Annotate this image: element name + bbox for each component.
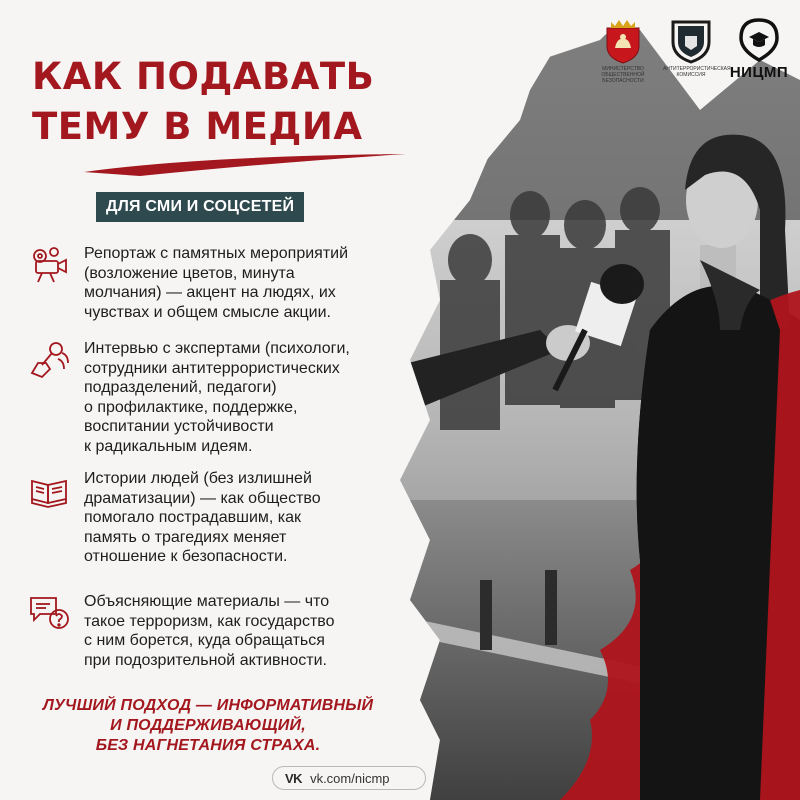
- vk-link[interactable]: [272, 766, 426, 790]
- nicmp-logo: [729, 18, 789, 90]
- text-line: помогало пострадавшим, как: [84, 509, 302, 526]
- text-line: при подозрительной активности.: [84, 651, 327, 669]
- title-line-1: КАК ПОДАВАТЬ: [32, 55, 375, 98]
- text-line: воспитании устойчивости: [84, 418, 274, 435]
- text-line: сотрудники антитеррористических: [84, 359, 340, 377]
- commission-logo-caption: АНТИТЕРРОРИСТИЧЕСКАЯ КОМИССИЯ: [663, 66, 731, 78]
- title-line-2: ТЕМУ В МЕДИА: [32, 105, 363, 148]
- item-text: [84, 592, 335, 670]
- shield-icon: [669, 18, 713, 64]
- note-line: ЛУЧШИЙ ПОДХОД — ИНФОРМАТИВНЫЙ: [42, 697, 374, 714]
- text-line: с ним борется, куда обращаться: [84, 632, 325, 649]
- item-text: [84, 339, 350, 456]
- note-line: И ПОДДЕРЖИВАЮЩИЙ,: [110, 717, 306, 734]
- text-line: Интервью с экспертами (психологи,: [84, 340, 350, 357]
- text-line: чувствах и общем смысле акции.: [84, 303, 331, 321]
- partner-logos: [596, 18, 789, 90]
- microphone-hand-icon: [28, 339, 70, 379]
- commission-shield-logo: [663, 18, 731, 90]
- text-line: (возложение цветов, минута: [84, 264, 295, 282]
- list-item: [28, 592, 428, 670]
- vk-icon: VK: [285, 770, 303, 786]
- text-line: Объясняющие материалы — что: [84, 593, 330, 610]
- list-item: [28, 244, 428, 322]
- open-book-icon: [28, 469, 70, 509]
- brush-underline: [80, 150, 410, 180]
- text-line: молчания) — акцент на людях, их: [84, 284, 336, 301]
- text-line: Репортаж с памятных мероприятий: [84, 245, 349, 262]
- video-camera-icon: [28, 244, 70, 284]
- text-line: драматизации) — как общество: [84, 489, 321, 507]
- best-approach-note: [18, 696, 398, 756]
- text-line: о профилактике, поддержке,: [84, 398, 298, 416]
- list-item: [28, 339, 428, 456]
- region-logo-caption: МИНИСТЕРСТВО ОБЩЕСТВЕННОЙ БЕЗОПАСНОСТИ: [601, 66, 645, 84]
- item-text: [84, 469, 321, 567]
- nicmp-pin-icon: [737, 18, 781, 62]
- text-line: Истории людей (без излишней: [84, 470, 312, 487]
- region-coat-of-arms-logo: [596, 18, 650, 90]
- text-line: отношение к безопасности.: [84, 548, 288, 565]
- item-text: [84, 244, 348, 322]
- text-line: такое терроризм, как государство: [84, 612, 335, 630]
- text-line: память о трагедиях меняет: [84, 528, 287, 546]
- note-line: БЕЗ НАГНЕТАНИЯ СТРАХА.: [95, 737, 321, 754]
- page-title: [32, 52, 374, 152]
- text-line: к радикальным идеям.: [84, 437, 253, 455]
- vk-link-text: vk.com/nicmp: [310, 770, 390, 786]
- chat-question-icon: [28, 592, 70, 632]
- list-item: [28, 469, 428, 567]
- audience-badge: ДЛЯ СМИ И СОЦСЕТЕЙ: [96, 192, 304, 222]
- coat-of-arms-icon: [603, 18, 643, 64]
- text-line: подразделений, педагоги): [84, 379, 277, 396]
- nicmp-logo-label: НИЦМП: [729, 64, 789, 81]
